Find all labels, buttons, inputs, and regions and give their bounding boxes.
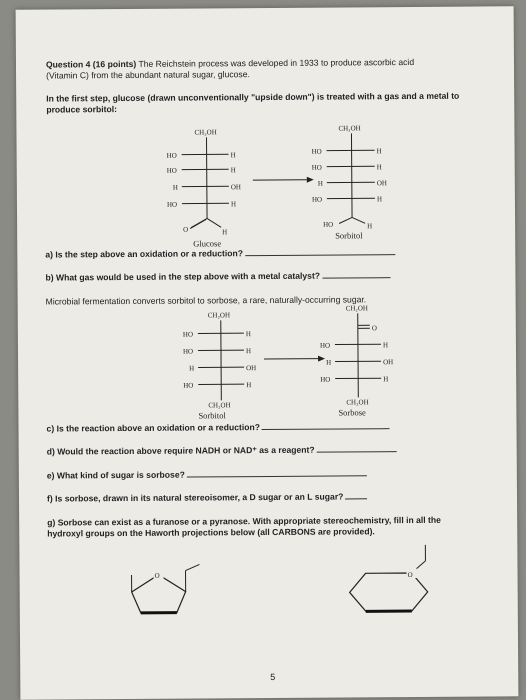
step1-line2: produce sorbitol: bbox=[46, 104, 117, 115]
sorbitol1-c2-left: HO bbox=[311, 147, 322, 156]
glucose-c2-right: H bbox=[230, 151, 236, 160]
sorbose-fischer-projection bbox=[320, 304, 394, 418]
reaction-arrow-1 bbox=[253, 177, 314, 183]
sorbose-c5-left: HO bbox=[320, 375, 331, 384]
sorbitol2-top-group: CH₂OH bbox=[207, 311, 231, 320]
sorbose-c4-left: H bbox=[326, 358, 332, 367]
question-d-text: d) Would the reaction above require NADH or NAD⁺ as a reagent? bbox=[46, 444, 315, 457]
answer-b-blank[interactable] bbox=[322, 276, 390, 278]
sorbitol1-c3-right: H bbox=[376, 163, 382, 172]
sorbitol2-c4-left: H bbox=[189, 364, 195, 373]
sorbitol2-c2-left: HO bbox=[182, 330, 194, 339]
sorbitol1-c1-ho: HO bbox=[323, 220, 334, 229]
sorbitol2-c2-right: H bbox=[245, 330, 251, 339]
answer-e-blank[interactable] bbox=[187, 474, 367, 477]
question-c-text: c) Is the reaction above an oxidation or a reduction? bbox=[46, 422, 261, 434]
sorbitol1-c4-right: OH bbox=[376, 179, 387, 188]
sorbose-c5-right: H bbox=[383, 375, 389, 384]
glucose-fischer-projection bbox=[166, 128, 241, 249]
sorbitol1-name: Sorbitol bbox=[335, 230, 363, 241]
sorbitol2-c5-right: H bbox=[246, 381, 252, 390]
sorbose-carbonyl-o: O bbox=[371, 324, 377, 333]
sorbitol2-c3-right: H bbox=[245, 347, 252, 356]
glucose-aldehyde-o: O bbox=[183, 225, 189, 234]
glucose-name: Glucose bbox=[193, 238, 222, 249]
sorbose-name: Sorbose bbox=[338, 407, 366, 418]
reaction-arrow-2 bbox=[264, 356, 325, 362]
glucose-c4-right: OH bbox=[230, 183, 241, 192]
pyranose-ring-oxygen: O bbox=[407, 570, 413, 580]
glucose-c5-left: HO bbox=[166, 200, 178, 209]
sorbitol2-bottom-group: CH₂OH bbox=[208, 401, 231, 410]
sorbitol2-c4-right: OH bbox=[246, 364, 257, 373]
glucose-c3-right: H bbox=[230, 166, 236, 175]
sorbitol1-c5-right: H bbox=[376, 195, 383, 204]
worksheet-page bbox=[16, 6, 519, 699]
glucose-c4-left: H bbox=[172, 183, 178, 192]
answer-c-blank[interactable] bbox=[262, 427, 390, 430]
question-title: Question 4 (16 points) bbox=[45, 58, 137, 70]
sorbose-top-group: CH₂OH bbox=[345, 304, 368, 313]
question-b-text: b) What gas would be used in the step above with a metal catalyst? bbox=[45, 270, 321, 283]
sorbose-bottom-group: CH₂OH bbox=[346, 398, 369, 407]
pyranose-haworth-template bbox=[349, 545, 427, 612]
sorbitol1-top-group: CH₂OH bbox=[338, 124, 361, 133]
page-number: 5 bbox=[270, 671, 276, 682]
glucose-c5-right: H bbox=[230, 200, 237, 209]
question-g-line1: g) Sorbose can exist as a furanose or a pyranose. With appropriate stereochemistry, fill in all the bbox=[47, 514, 441, 528]
step1-line1: In the first step, glucose (drawn unconventionally "upside down") is treated with a gas and a metal to bbox=[46, 90, 460, 104]
sorbitol1-c2-right: H bbox=[376, 147, 382, 156]
answer-d-blank[interactable] bbox=[317, 450, 397, 453]
question-a-text: a) Is the step above an oxidation or a reduction? bbox=[45, 248, 244, 260]
sorbitol-fischer-projection-1 bbox=[311, 124, 387, 241]
answer-a-blank[interactable] bbox=[245, 253, 395, 256]
sorbitol1-c4-left: H bbox=[317, 179, 323, 188]
answer-f-blank[interactable] bbox=[345, 497, 367, 499]
fermentation-intro: Microbial fermentation converts sorbitol to sorbose, a rare, naturally-occurring sugar. bbox=[45, 294, 367, 307]
question-e-text: e) What kind of sugar is sorbose? bbox=[46, 469, 185, 481]
sorbitol2-c3-left: HO bbox=[182, 347, 194, 356]
reaction-diagrams bbox=[16, 6, 519, 699]
sorbitol-fischer-projection-2 bbox=[183, 311, 257, 421]
glucose-top-group: CH₂OH bbox=[194, 128, 217, 137]
sorbose-c3-left: HO bbox=[319, 341, 331, 350]
sorbitol1-c5-left: HO bbox=[311, 195, 323, 204]
question-g-line2: hydroxyl groups on the Haworth projections below (all CARBONS are provided). bbox=[47, 526, 375, 539]
sorbose-c3-right: H bbox=[382, 341, 389, 350]
glucose-c2-left: HO bbox=[166, 151, 177, 160]
glucose-c3-left: HO bbox=[166, 166, 177, 175]
sorbitol1-c1-h: H bbox=[367, 222, 373, 231]
question-intro-text: The Reichstein process was developed in 1933 to produce ascorbic acid bbox=[138, 56, 415, 69]
question-f-text: f) Is sorbose, drawn in its natural stereoisomer, a D sugar or an L sugar? bbox=[46, 491, 344, 504]
furanose-haworth-template bbox=[131, 564, 199, 612]
sorbitol1-c3-left: HO bbox=[311, 163, 322, 172]
sorbitol2-name: Sorbitol bbox=[198, 410, 226, 421]
sorbitol2-c5-left: HO bbox=[183, 381, 194, 390]
furanose-ring-oxygen: O bbox=[154, 571, 160, 580]
sorbose-c4-right: OH bbox=[383, 358, 394, 367]
question-intro-line2: (Vitamin C) from the abundant natural sugar, glucose. bbox=[46, 69, 250, 81]
glucose-aldehyde-h: H bbox=[222, 228, 228, 237]
